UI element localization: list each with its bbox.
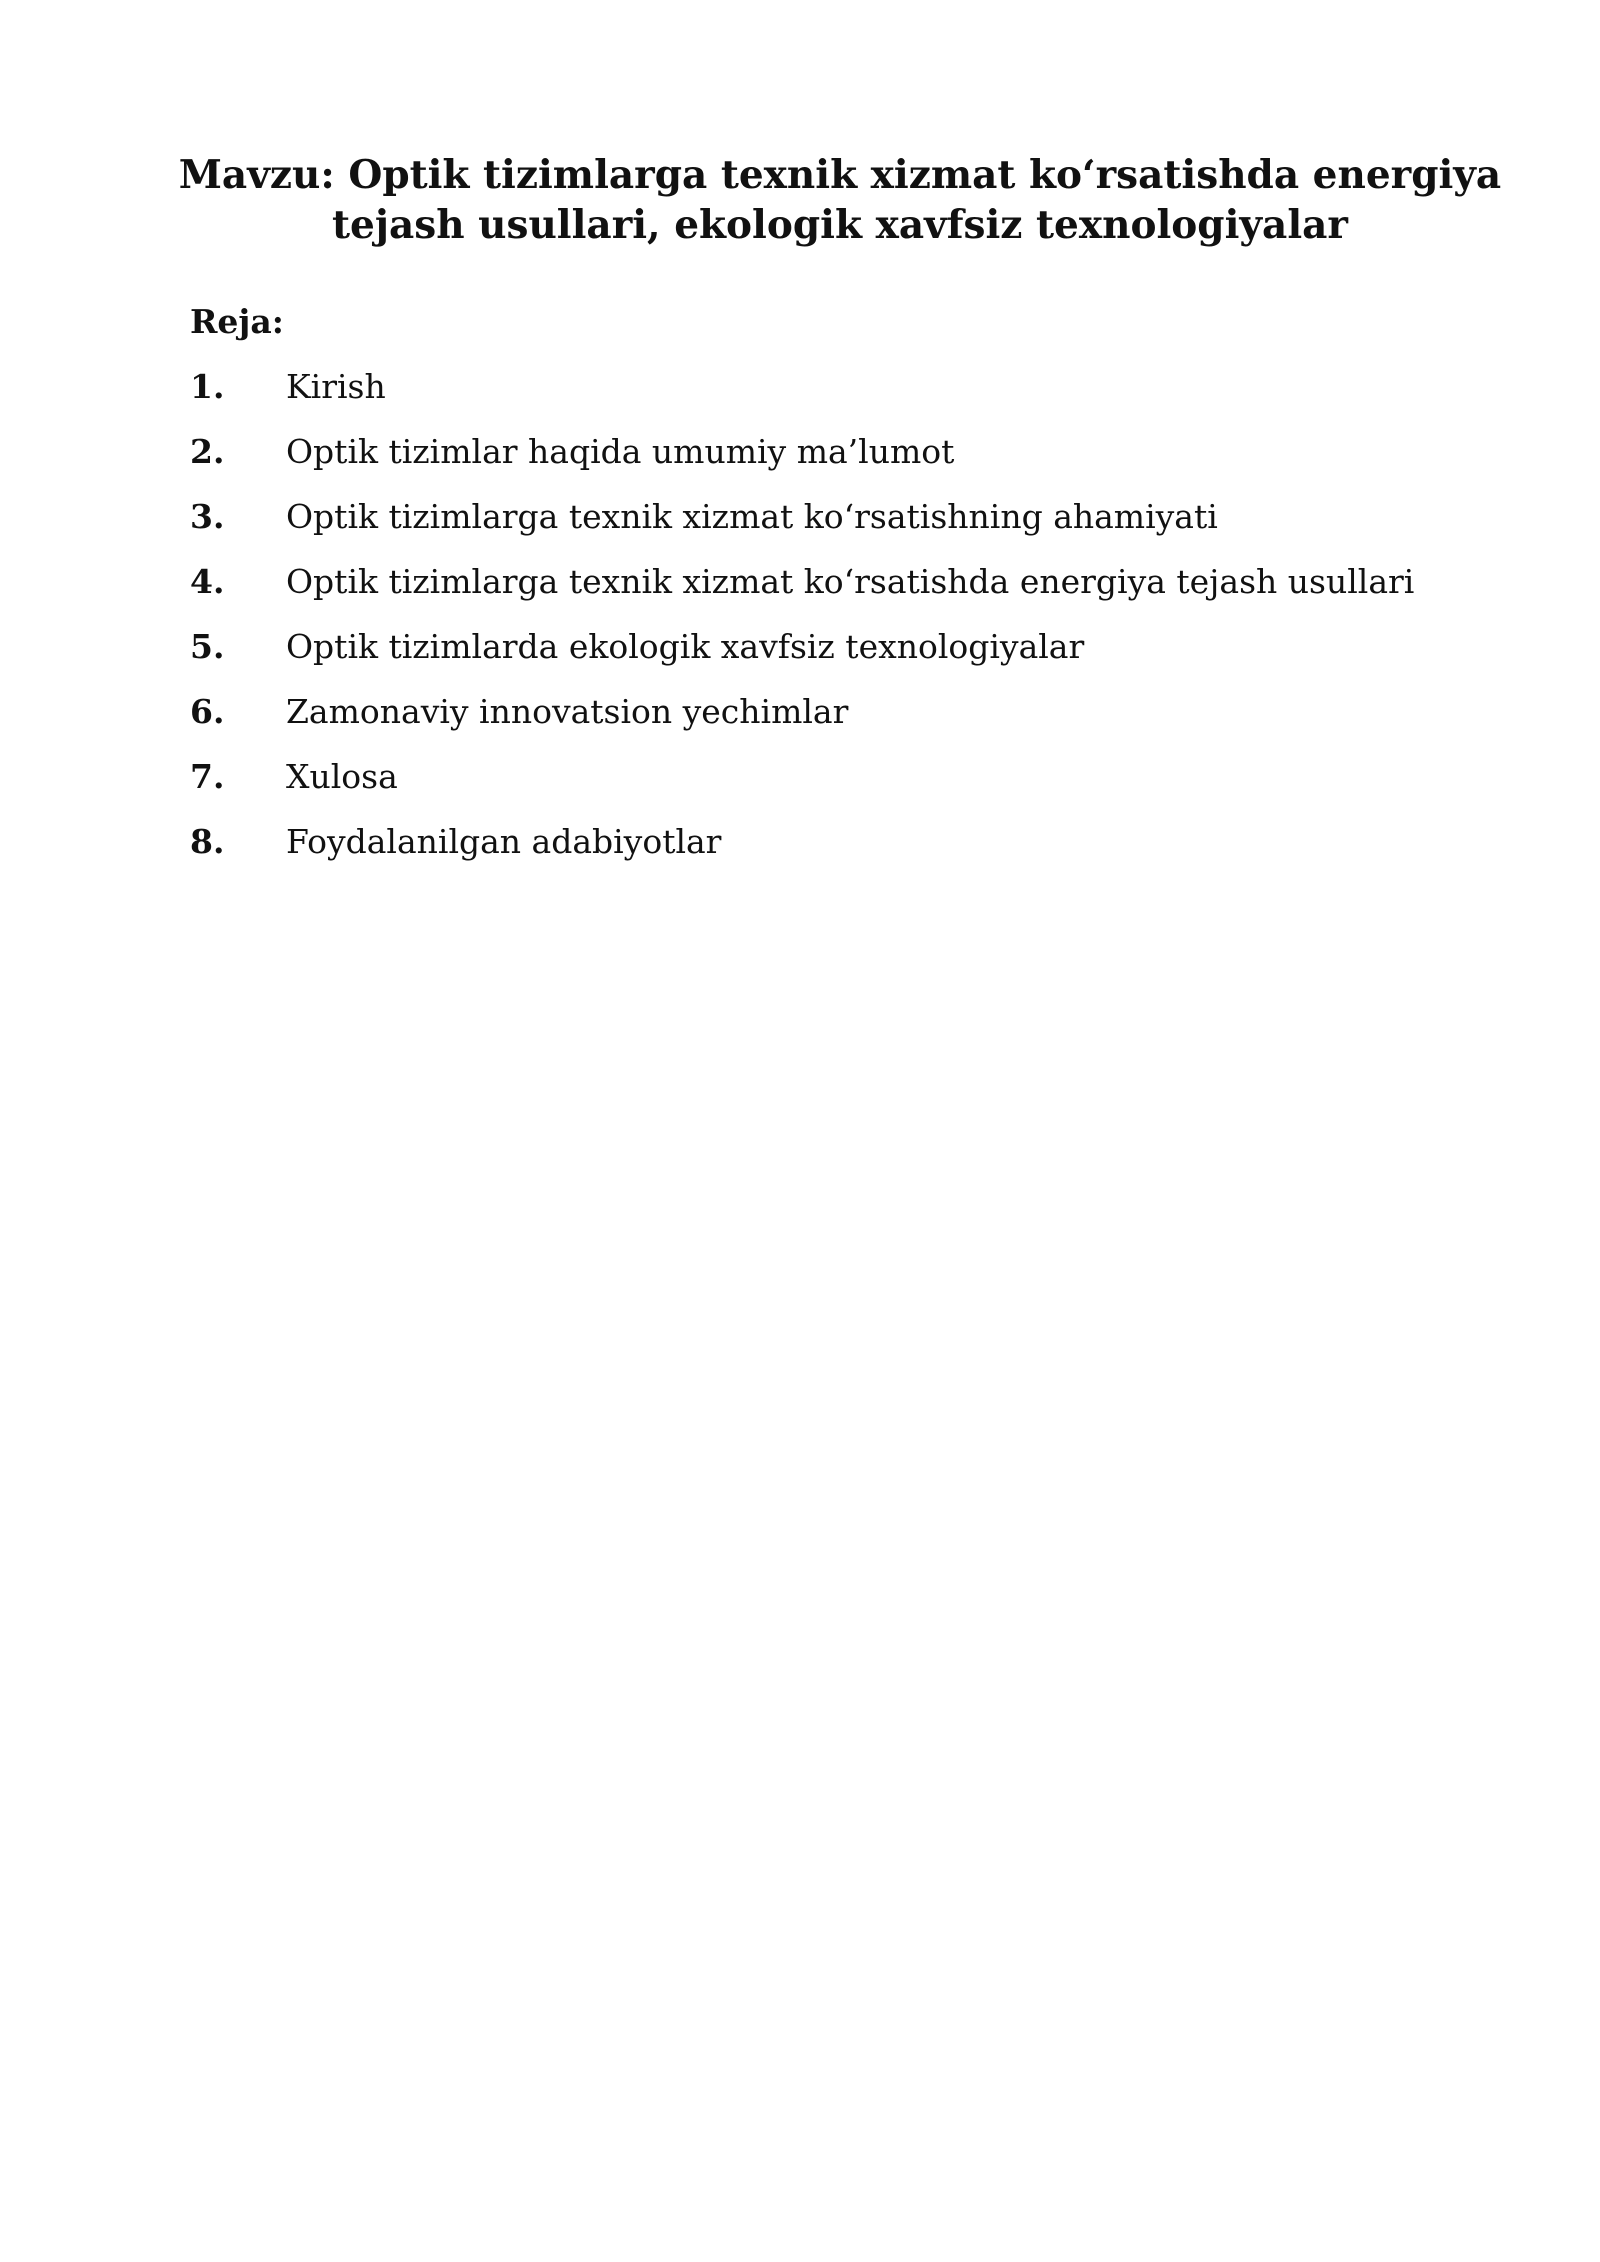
plan-item: [190, 495, 1414, 560]
plan-item-number: 2.: [190, 432, 225, 471]
page-title: Mavzu: Optik tizimlarga texnik xizmat ko‘rsatishda energiya tejash usullari, ekologik xavfsiz texnologiyalar: [178, 152, 1502, 248]
plan-item-text: Zamonaviy innovatsion yechimlar: [286, 692, 849, 731]
plan-item: [190, 365, 1414, 430]
plan-item-number: 8.: [190, 822, 225, 861]
plan-item: [190, 430, 1414, 495]
plan-heading: Reja:: [190, 302, 284, 341]
plan-item: [190, 625, 1414, 690]
plan-item-text: Xulosa: [286, 757, 398, 796]
plan-list: [190, 365, 1414, 885]
plan-item-number: 4.: [190, 562, 225, 601]
plan-item-number: 5.: [190, 627, 225, 666]
plan-item-text: Foydalanilgan adabiyotlar: [286, 822, 722, 861]
plan-item-text: Optik tizimlarga texnik xizmat ko‘rsatishda energiya tejash usullari: [286, 562, 1415, 601]
plan-item-number: 7.: [190, 757, 225, 796]
plan-item-number: 6.: [190, 692, 225, 731]
plan-item-number: 3.: [190, 497, 225, 536]
plan-item-text: Kirish: [286, 367, 386, 406]
plan-item-text: Optik tizimlarda ekologik xavfsiz texnologiyalar: [286, 627, 1085, 666]
plan-item-text: Optik tizimlar haqida umumiy ma’lumot: [286, 432, 955, 471]
plan-item: [190, 755, 1414, 820]
plan-item: [190, 820, 1414, 885]
plan-item: [190, 560, 1414, 625]
plan-item: [190, 690, 1414, 755]
plan-item-number: 1.: [190, 367, 225, 406]
plan-item-text: Optik tizimlarga texnik xizmat ko‘rsatishning ahamiyati: [286, 497, 1218, 536]
